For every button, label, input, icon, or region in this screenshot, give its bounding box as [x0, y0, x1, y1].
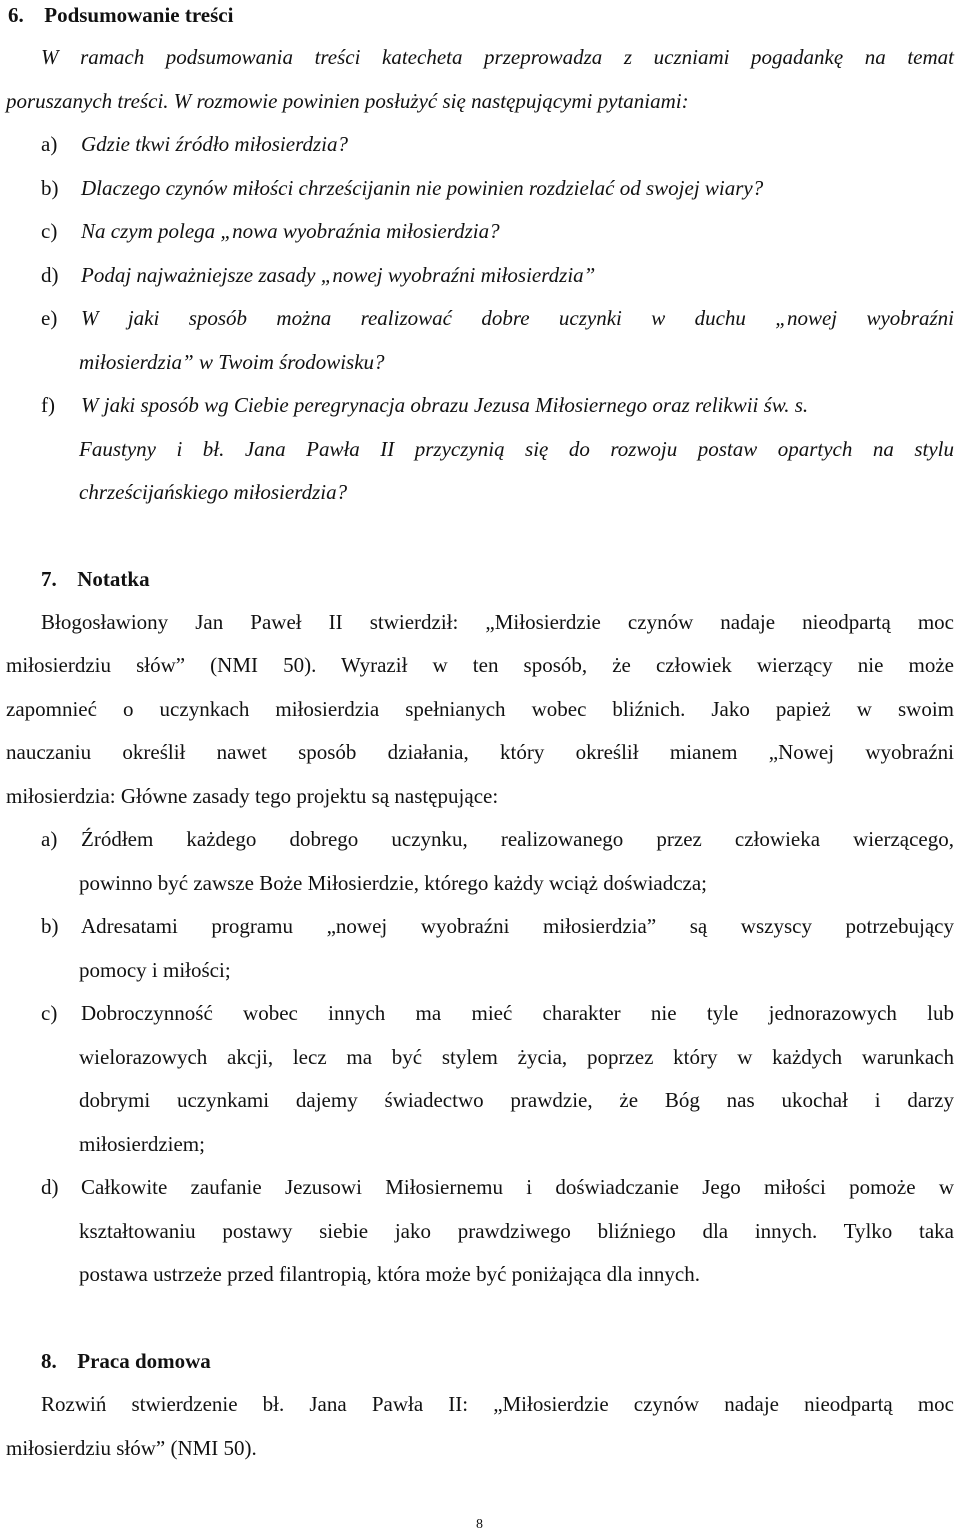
question-d-text: Podaj najważniejsze zasady „nowej wyobraźni miłosierdzia”: [81, 263, 596, 287]
point-b-marker: b): [41, 914, 59, 938]
point-b-line-1: [41, 913, 954, 939]
point-c-marker: c): [41, 1001, 58, 1025]
question-c: [41, 218, 500, 244]
question-e-marker: e): [41, 306, 58, 330]
section-6-intro-line-1: W ramach podsumowania treści katecheta przeprowadza z uczniami pogadankę na temat: [41, 45, 954, 69]
note-line-1: Błogosławiony Jan Paweł II stwierdził: „Miłosierdzie czynów nadaje nieodpartą moc: [41, 610, 954, 634]
point-d-line-3: postawa ustrzeże przed filantropią, która może być poniżająca dla innych.: [79, 1262, 700, 1286]
question-e-line-2: miłosierdzia” w Twoim środowisku?: [79, 350, 385, 374]
point-c-line-4: miłosierdziem;: [79, 1132, 205, 1156]
question-e-line-1: [41, 305, 954, 331]
question-b-marker: b): [41, 176, 59, 200]
question-f-line-2: Faustyny i bł. Jana Pawła II przyczynią się do rozwoju postaw opartych na stylu: [79, 437, 954, 461]
homework-line-2: miłosierdziu słów” (NMI 50).: [6, 1436, 257, 1460]
section-7-number: 7.: [41, 567, 57, 591]
question-d-marker: d): [41, 263, 59, 287]
section-7-heading: [41, 566, 150, 592]
point-a-line-1: [41, 826, 954, 852]
question-c-marker: c): [41, 219, 58, 243]
section-6-number: 6.: [8, 3, 24, 27]
point-c-line-1: [41, 1000, 954, 1026]
point-d-line-1: [41, 1174, 954, 1200]
note-line-4: nauczaniu określił nawet sposób działania, który określił mianem „Nowej wyobraźni: [6, 740, 954, 764]
section-7-title: Notatka: [77, 567, 150, 591]
point-a-text-1: Źródłem każdego dobrego uczynku, realizowanego przez człowieka wierzącego,: [81, 827, 954, 851]
point-c-text-1: Dobroczynność wobec innych ma mieć charakter nie tyle jednorazowych lub: [81, 1001, 954, 1025]
section-8-heading: [41, 1348, 211, 1374]
section-8-number: 8.: [41, 1349, 57, 1373]
point-b-text-1: Adresatami programu „nowej wyobraźni miłosierdzia” są wszyscy potrzebujący: [81, 914, 954, 938]
point-b-line-2: pomocy i miłości;: [79, 958, 231, 982]
point-c-line-3: dobrymi uczynkami dajemy świadectwo prawdzie, że Bóg nas ukochał i darzy: [79, 1088, 954, 1112]
question-d: [41, 262, 595, 288]
note-line-3: zapomnieć o uczynkach miłosierdzia spełnianych wobec bliźnich. Jako papież w swoim: [6, 697, 954, 721]
question-f-marker: f): [41, 393, 55, 417]
question-f-line-3: chrześcijańskiego miłosierdzia?: [79, 480, 348, 504]
point-a-marker: a): [41, 827, 58, 851]
point-a-line-2: powinno być zawsze Boże Miłosierdzie, którego każdy wciąż doświadcza;: [79, 871, 708, 895]
question-c-text: Na czym polega „nowa wyobraźnia miłosierdzia?: [81, 219, 500, 243]
homework-line-1: Rozwiń stwierdzenie bł. Jana Pawła II: „Miłosierdzie czynów nadaje nieodpartą moc: [41, 1392, 954, 1416]
section-6-title: Podsumowanie treści: [44, 3, 234, 27]
section-6-intro-line-2: poruszanych treści. W rozmowie powinien posłużyć się następującymi pytaniami:: [6, 89, 689, 113]
note-line-5: miłosierdzia: Główne zasady tego projektu są następujące:: [6, 784, 499, 808]
page-number: 8: [476, 1517, 483, 1532]
question-a-text: Gdzie tkwi źródło miłosierdzia?: [81, 132, 348, 156]
section-6-heading: [8, 2, 233, 28]
point-c-line-2: wielorazowych akcji, lecz ma być stylem życia, poprzez który w każdych warunkach: [79, 1045, 954, 1069]
point-d-marker: d): [41, 1175, 59, 1199]
section-8-title: Praca domowa: [77, 1349, 211, 1373]
question-f-text-1: W jaki sposób wg Ciebie peregrynacja obrazu Jezusa Miłosiernego oraz relikwii św. s.: [81, 393, 809, 417]
question-b: [41, 175, 763, 201]
point-d-text-1: Całkowite zaufanie Jezusowi Miłosiernemu i doświadczanie Jego miłości pomoże w: [81, 1175, 954, 1199]
question-a: [41, 131, 348, 157]
question-b-text: Dlaczego czynów miłości chrześcijanin nie powinien rozdzielać od swojej wiary?: [81, 176, 764, 200]
question-e-text-1: W jaki sposób można realizować dobre uczynki w duchu „nowej wyobraźni: [81, 306, 954, 330]
question-f-line-1: [41, 392, 808, 418]
point-d-line-2: kształtowaniu postawy siebie jako prawdziwego bliźniego dla innych. Tylko taka: [79, 1219, 954, 1243]
note-line-2: miłosierdziu słów” (NMI 50). Wyraził w ten sposób, że człowiek wierzący nie może: [6, 653, 954, 677]
question-a-marker: a): [41, 132, 58, 156]
